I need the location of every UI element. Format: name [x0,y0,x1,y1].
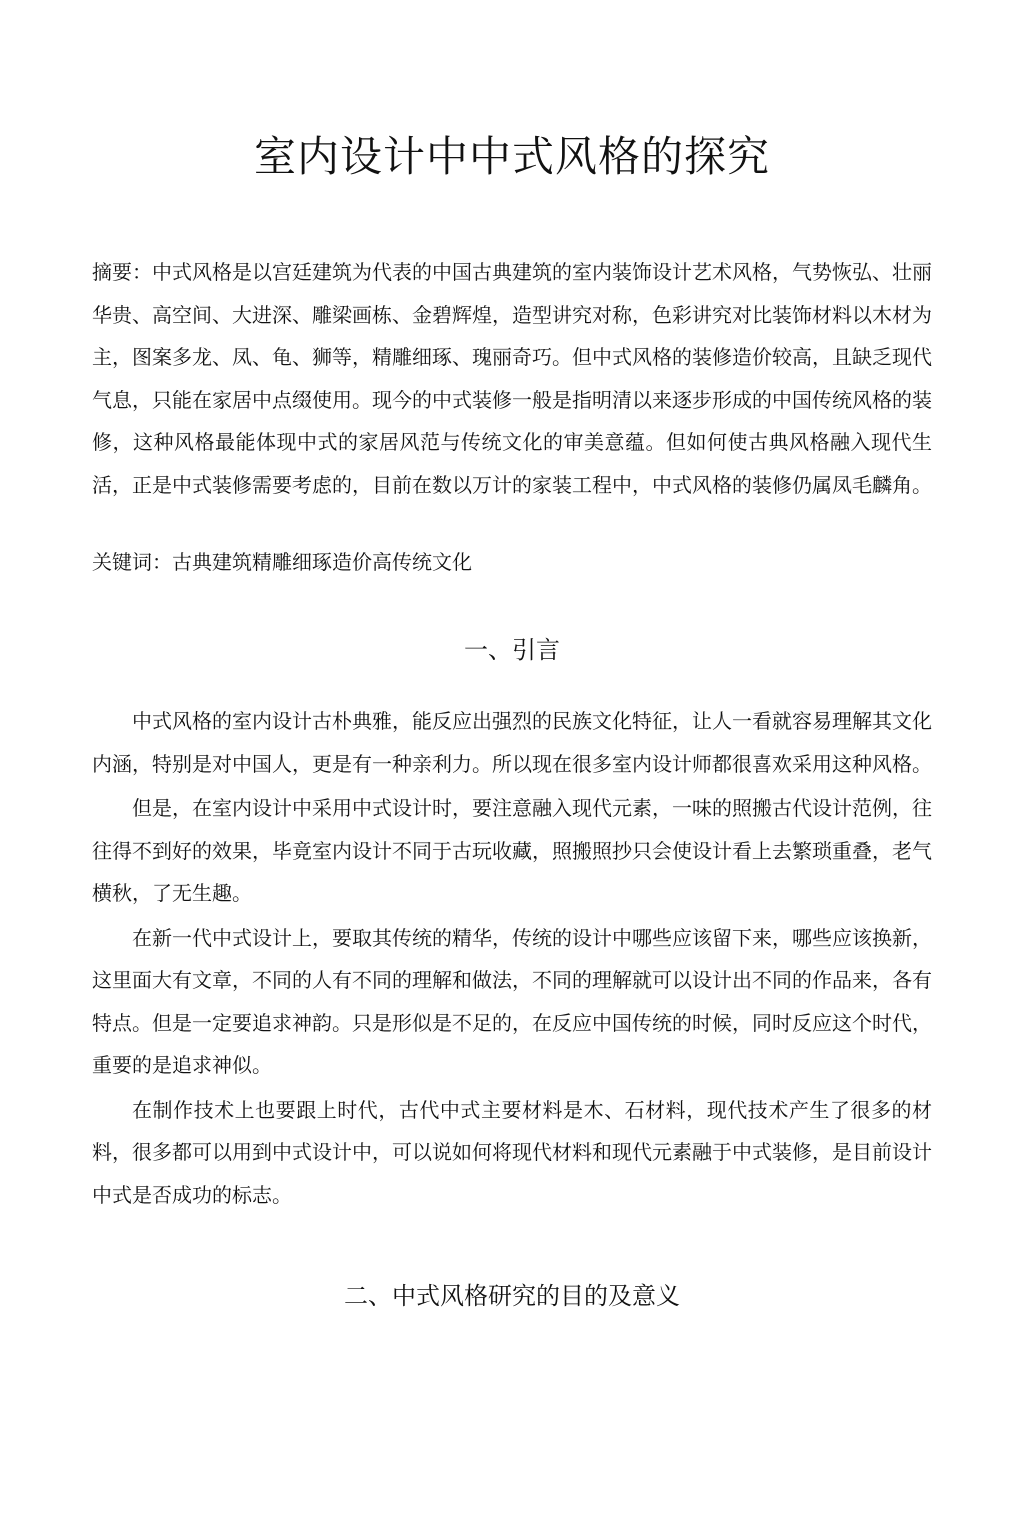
body-paragraph: 中式风格的室内设计古朴典雅，能反应出强烈的民族文化特征，让人一看就容易理解其文化内涵，特别是对中国人，更是有一种亲利力。所以现在很多室内设计师都很喜欢采用这种风格。 [92,709,932,776]
section-introduction-body [92,700,932,1216]
document-title: 室内设计中中式风格的探究 [253,132,770,182]
body-paragraph: 在新一代中式设计上，要取其传统的精华，传统的设计中哪些应该留下来，哪些应该换新，这里面大有文章，不同的人有不同的理解和做法，不同的理解就可以设计出不同的作品来，各有特点。但是一定要追求神韵。只是形似是不足的，在反应中国传统的时候，同时反应这个时代，重要的是追求神似。 [92,925,932,1077]
section-heading-introduction: 一、引言 [464,636,560,664]
body-paragraph: 但是，在室内设计中采用中式设计时，要注意融入现代元素，一味的照搬古代设计范例，往往得不到好的效果，毕竟室内设计不同于古玩收藏，照搬照抄只会使设计看上去繁琐重叠，老气横秋，了无生趣。 [92,796,932,905]
section-heading-purpose: 二、中式风格研究的目的及意义 [344,1282,680,1310]
keywords-line: 关键词：古典建筑精雕细琢造价高传统文化 [92,550,472,574]
abstract-paragraph: 摘要：中式风格是以宫廷建筑为代表的中国古典建筑的室内装饰设计艺术风格，气势恢弘、壮丽华贵、高空间、大进深、雕梁画栋、金碧辉煌，造型讲究对称，色彩讲究对比装饰材料以木材为主，图案多龙、凤、龟、狮等，精雕细琢、瑰丽奇巧。但中式风格的装修造价较高，且缺乏现代气息，只能在家居中点缀使用。现今的中式装修一般是指明清以来逐步形成的中国传统风格的装修，这种风格最能体现中式的家居风范与传统文化的审美意蕴。但如何使古典风格融入现代生活，正是中式装修需要考虑的，目前在数以万计的家装工程中，中式风格的装修仍属凤毛麟角。 [92,260,932,497]
body-paragraph: 在制作技术上也要跟上时代，古代中式主要材料是木、石材料，现代技术产生了很多的材料，很多都可以用到中式设计中，可以说如何将现代材料和现代元素融于中式装修，是目前设计中式是否成功的标志。 [92,1097,932,1207]
